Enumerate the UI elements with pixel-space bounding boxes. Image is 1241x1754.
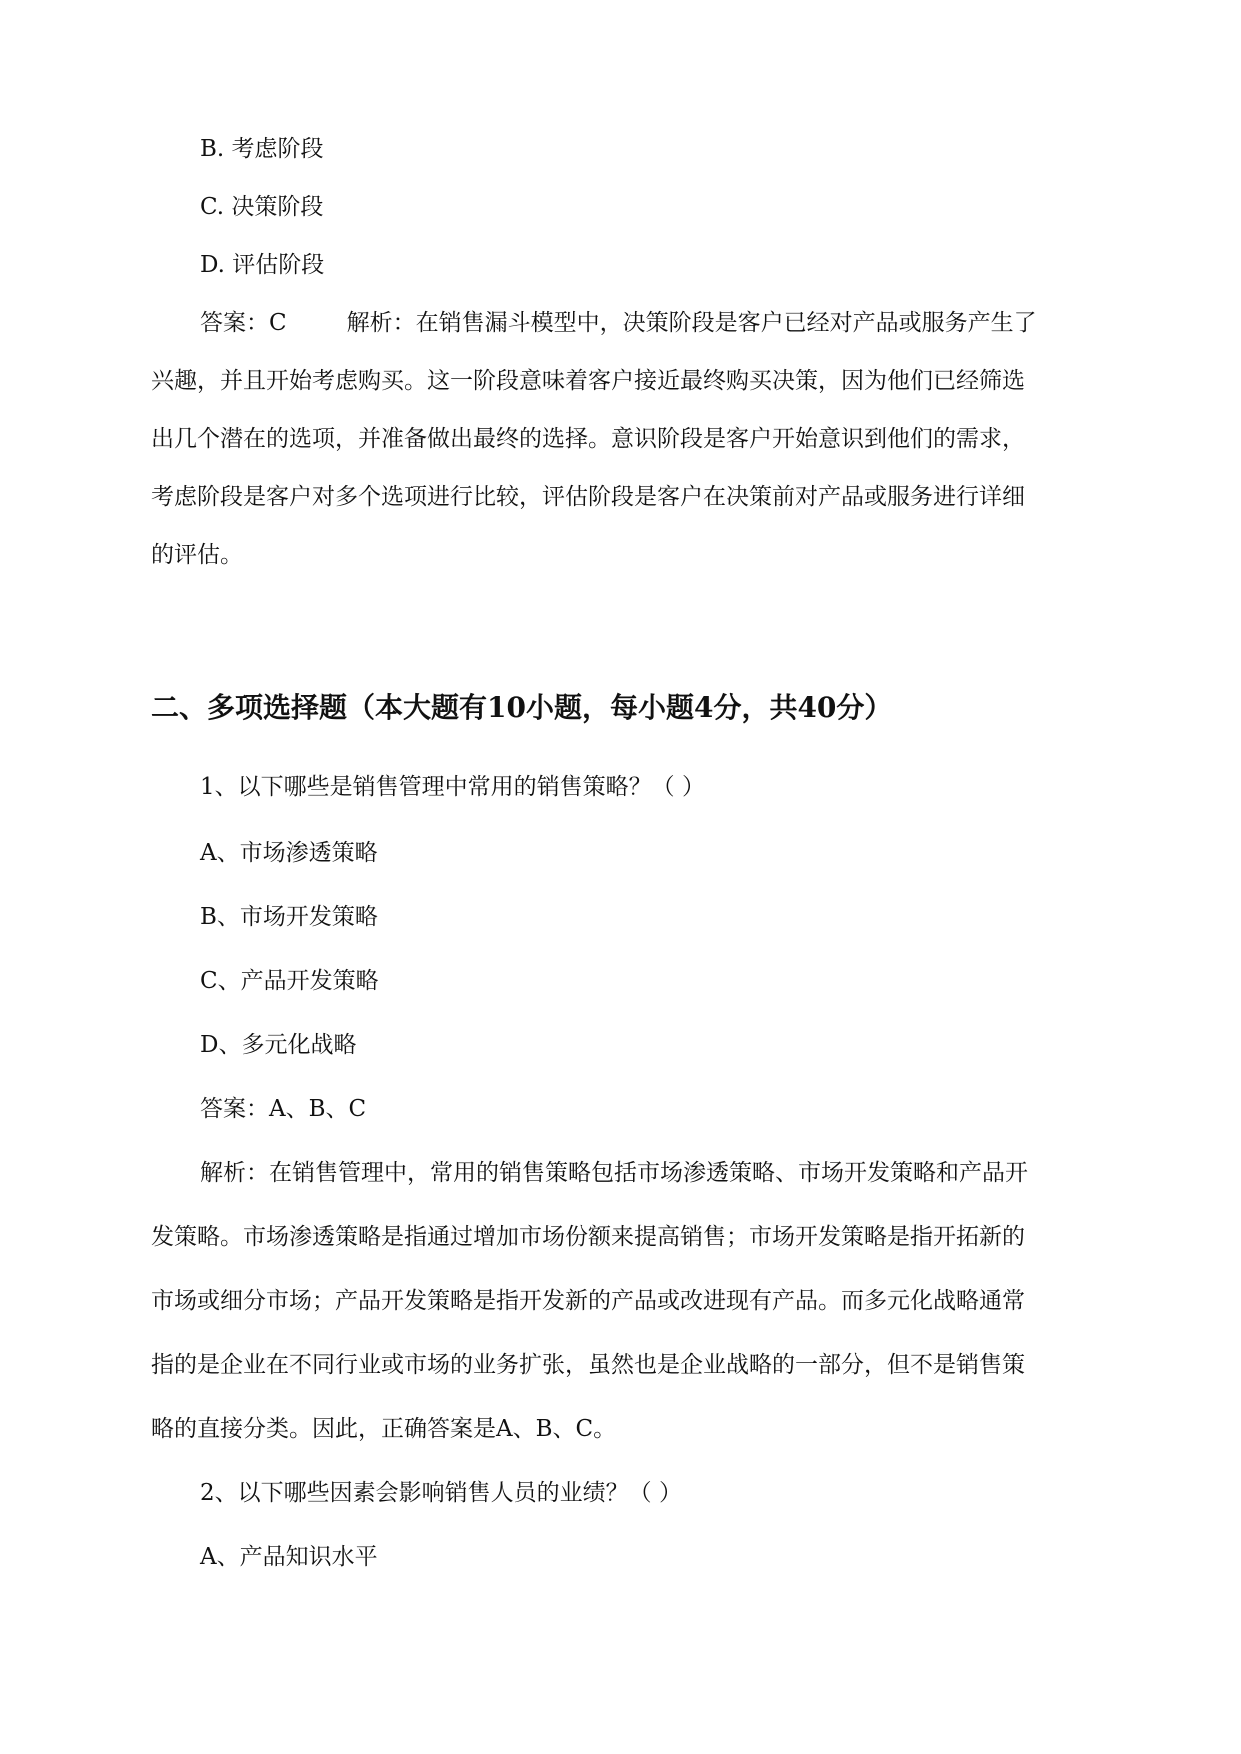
q1-option-a: A、市场渗透策略 — [200, 840, 378, 866]
explanation-line-3: 出几个潜在的选项，并准备做出最终的选择。意识阶段是客户开始意识到他们的需求， — [151, 426, 1025, 452]
q1-option-c: C、产品开发策略 — [200, 968, 379, 994]
explanation-start: 解析：在销售漏斗模型中，决策阶段是客户已经对产品或服务产生了 — [346, 310, 1037, 336]
q2-option-a: A、产品知识水平 — [200, 1544, 378, 1570]
answer-explanation-line-1 — [200, 308, 1037, 338]
option-d: D. 评估阶段 — [200, 252, 325, 278]
question-2: 2、以下哪些因素会影响销售人员的业绩？（ ） — [200, 1480, 682, 1506]
q1-explanation-line-5: 略的直接分类。因此，正确答案是A、B、C。 — [151, 1416, 617, 1442]
q1-answer: 答案：A、B、C — [200, 1096, 367, 1122]
explanation-line-2: 兴趣，并且开始考虑购买。这一阶段意味着客户接近最终购买决策，因为他们已经筛选 — [151, 368, 1025, 394]
option-b: B. 考虑阶段 — [200, 136, 324, 162]
q1-explanation-line-4: 指的是企业在不同行业或市场的业务扩张，虽然也是企业战略的一部分，但不是销售策 — [151, 1352, 1025, 1378]
explanation-line-4: 考虑阶段是客户对多个选项进行比较，评估阶段是客户在决策前对产品或服务进行详细 — [151, 484, 1025, 510]
q1-explanation-line-1: 解析：在销售管理中，常用的销售策略包括市场渗透策略、市场开发策略和产品开 — [200, 1160, 1028, 1186]
q1-explanation-line-3: 市场或细分市场；产品开发策略是指开发新的产品或改进现有产品。而多元化战略通常 — [151, 1288, 1025, 1314]
option-c: C. 决策阶段 — [200, 194, 324, 220]
answer-label: 答案：C — [200, 310, 287, 336]
q1-option-b: B、市场开发策略 — [200, 904, 378, 930]
q1-option-d: D、多元化战略 — [200, 1032, 357, 1058]
explanation-line-5: 的评估。 — [151, 542, 243, 568]
q1-explanation-line-2: 发策略。市场渗透策略是指通过增加市场份额来提高销售；市场开发策略是指开拓新的 — [151, 1224, 1025, 1250]
section-heading: 二、多项选择题（本大题有10小题，每小题4分，共40分） — [151, 691, 893, 724]
question-1: 1、以下哪些是销售管理中常用的销售策略？（ ） — [200, 774, 705, 800]
